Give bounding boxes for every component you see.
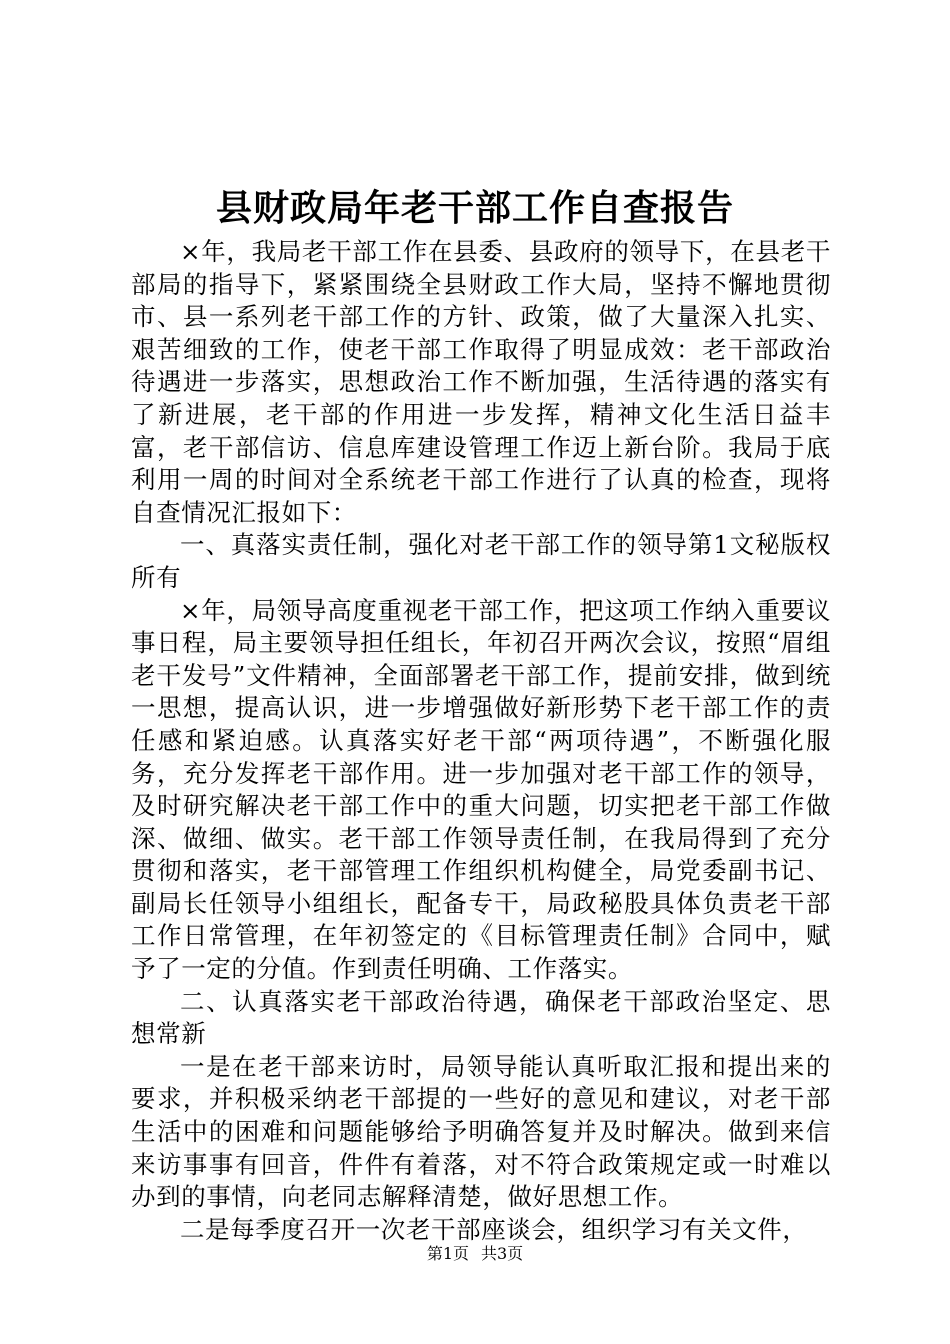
section-heading-2: 二、认真落实老干部政治待遇，确保老干部政治坚定、思想常新 [131, 986, 831, 1049]
page-footer [0, 1242, 950, 1266]
paragraph-point-2: 二是每季度召开一次老干部座谈会，组织学习有关文件， [180, 1214, 808, 1244]
document-body [131, 236, 831, 1246]
document-title: 县财政局年老干部工作自查报告 [215, 187, 734, 229]
paragraph-intro: ×年，我局老干部工作在县委、县政府的领导下，在县老干部局的指导下，紧紧围绕全县财政工作大局，坚持不懈地贯彻市、县一系列老干部工作的方针、政策，做了大量深入扎实、艰苦细致的工作，使老干部工作取得了明显成效：老干部政治待遇进一步落实，思想政治工作不断加强，生活待遇的落实有了新进展，老干部的作用进一步发挥，精神文化生活日益丰富，老干部信访、信息库建设管理工作迈上新台阶。我局于底利用一周的时间对全系统老干部工作进行了认真的检查，现将自查情况汇报如下： [131, 237, 831, 527]
paragraph-point-1: 一是在老干部来访时，局领导能认真听取汇报和提出来的要求，并积极采纳老干部提的一些好的意见和建议，对老干部生活中的困难和问题能够给予明确答复并及时解决。做到来信来访事事有回音，件件有着落，对不符合政策规定或一时难以办到的事情，向老同志解释清楚，做好思想工作。 [131, 1051, 831, 1212]
page-number: 第1页 [426, 1244, 469, 1263]
section-heading-1: 一、真落实责任制，强化对老干部工作的领导第1文秘版权所有 [131, 530, 831, 592]
paragraph-section-1: ×年，局领导高度重视老干部工作，把这项工作纳入重要议事日程，局主要领导担任组长，年初召开两次会议，按照“眉组老干发号”文件精神，全面部署老干部工作，提前安排，做到统一思想，提高认识，进一步增强做好新形势下老干部工作的责任感和紧迫感。认真落实好老干部“两项待遇”，不断强化服务，充分发挥老干部作用。进一步加强对老干部工作的领导，及时研究解决老干部工作中的重大问题，切实把老干部工作做深、做细、做实。老干部工作领导责任制，在我局得到了充分贯彻和落实，老干部管理工作组织机构健全，局党委副书记、副局长任领导小组组长，配备专干，局政秘股具体负责老干部工作日常管理，在年初签定的《目标管理责任制》合同中，赋予了一定的分值。作到责任明确、工作落实。 [131, 595, 831, 984]
page-total: 共3页 [481, 1244, 524, 1263]
